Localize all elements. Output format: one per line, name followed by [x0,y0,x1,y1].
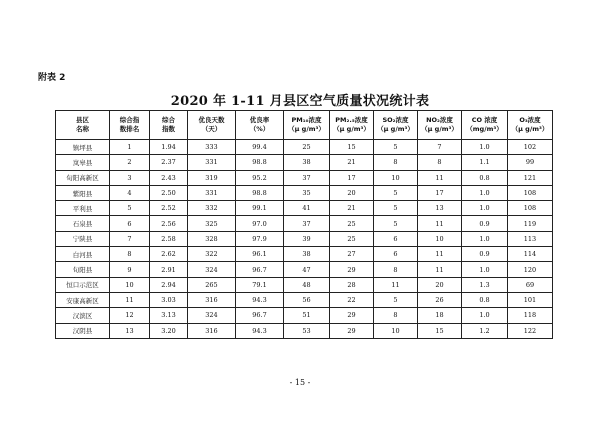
cell-good-rate: 97.0 [236,216,284,231]
cell-good-rate: 94.3 [236,292,284,307]
cell-no2: 11 [418,170,462,185]
header-pm25-line: PM₂.₅浓度 [335,116,368,124]
cell-good-rate: 95.2 [236,170,284,185]
cell-good-rate: 94.3 [236,323,284,338]
table-row [56,323,553,338]
cell-good-rate: 99.1 [236,201,284,216]
cell-no2: 8 [418,155,462,170]
header-rank [110,111,150,140]
cell-rank: 9 [110,262,150,277]
cell-no2: 18 [418,308,462,323]
cell-good-days: 325 [188,216,236,231]
cell-index: 2.37 [150,155,188,170]
cell-co: 1.1 [462,155,508,170]
header-index-line: 指数 [162,125,175,133]
cell-no2: 11 [418,247,462,262]
cell-county: 紫阳县 [56,185,110,200]
cell-good-rate: 79.1 [236,277,284,292]
cell-pm25: 29 [330,308,374,323]
cell-so2: 5 [374,140,418,155]
cell-co: 1.0 [462,140,508,155]
table-row [56,140,553,155]
cell-co: 0.9 [462,247,508,262]
cell-pm25: 22 [330,292,374,307]
cell-pm10: 38 [284,247,330,262]
cell-no2: 11 [418,262,462,277]
cell-rank: 6 [110,216,150,231]
cell-good-days: 324 [188,308,236,323]
header-so2-line: SO₂浓度 [382,116,409,124]
header-county-line: 县区 [76,116,89,124]
cell-o3: 118 [508,308,553,323]
cell-good-days: 331 [188,155,236,170]
header-no2-line: （μ g/m³） [421,125,458,133]
cell-county: 平利县 [56,201,110,216]
cell-good-days: 333 [188,140,236,155]
cell-so2: 10 [374,323,418,338]
cell-o3: 114 [508,247,553,262]
cell-pm10: 39 [284,231,330,246]
cell-index: 3.03 [150,292,188,307]
table-row [56,308,553,323]
cell-no2: 13 [418,201,462,216]
cell-pm10: 47 [284,262,330,277]
cell-pm10: 38 [284,155,330,170]
cell-index: 2.91 [150,262,188,277]
cell-rank: 4 [110,185,150,200]
cell-so2: 6 [374,231,418,246]
cell-no2: 26 [418,292,462,307]
attachment-label: 附表 2 [38,73,66,83]
cell-good-days: 331 [188,185,236,200]
cell-rank: 8 [110,247,150,262]
cell-pm10: 53 [284,323,330,338]
cell-good-days: 322 [188,247,236,262]
cell-good-days: 324 [188,262,236,277]
cell-pm25: 27 [330,247,374,262]
table-body [56,140,553,339]
cell-good-rate: 96.7 [236,262,284,277]
cell-pm10: 51 [284,308,330,323]
header-good-rate-line: （%） [249,125,270,133]
header-pm10-line: PM₁₀浓度 [291,116,322,124]
table-header [56,111,553,140]
cell-pm25: 28 [330,277,374,292]
cell-rank: 5 [110,201,150,216]
cell-no2: 7 [418,140,462,155]
cell-so2: 5 [374,216,418,231]
header-co-line: CO 浓度 [471,116,498,124]
cell-pm25: 25 [330,231,374,246]
air-quality-table [55,110,553,339]
header-pm10-line: （μ g/m³） [288,125,325,133]
header-index-line: 综合 [162,116,175,124]
cell-o3: 99 [508,155,553,170]
cell-pm25: 25 [330,216,374,231]
cell-co: 0.8 [462,292,508,307]
page-number: - 15 - [289,378,311,387]
cell-o3: 113 [508,231,553,246]
cell-so2: 11 [374,277,418,292]
header-no2 [418,111,462,140]
table-row [56,292,553,307]
header-o3-line: O₃浓度 [519,116,541,124]
cell-co: 1.0 [462,231,508,246]
cell-pm10: 41 [284,201,330,216]
header-good-rate [236,111,284,140]
cell-co: 1.0 [462,185,508,200]
cell-so2: 5 [374,185,418,200]
cell-county: 汉阴县 [56,323,110,338]
header-good-days-line: 优良天数 [198,116,225,124]
header-row [56,111,553,140]
cell-pm10: 35 [284,185,330,200]
cell-county: 岚皋县 [56,155,110,170]
cell-pm25: 29 [330,262,374,277]
header-o3 [508,111,553,140]
cell-county: 安康高新区 [56,292,110,307]
header-co-line: （mg/m³） [466,125,503,133]
cell-co: 1.3 [462,277,508,292]
cell-rank: 12 [110,308,150,323]
cell-o3: 101 [508,292,553,307]
header-no2-line: NO₂浓度 [426,116,453,124]
cell-county: 汉滨区 [56,308,110,323]
header-index [150,111,188,140]
cell-good-rate: 99.4 [236,140,284,155]
cell-no2: 15 [418,323,462,338]
cell-o3: 120 [508,262,553,277]
cell-good-rate: 97.9 [236,231,284,246]
cell-o3: 108 [508,185,553,200]
cell-so2: 5 [374,292,418,307]
cell-so2: 8 [374,262,418,277]
cell-good-days: 316 [188,323,236,338]
header-pm10 [284,111,330,140]
cell-rank: 7 [110,231,150,246]
cell-good-days: 265 [188,277,236,292]
table-row [56,262,553,277]
header-pm25 [330,111,374,140]
cell-good-rate: 98.8 [236,185,284,200]
cell-index: 2.62 [150,247,188,262]
cell-pm10: 37 [284,216,330,231]
cell-pm25: 29 [330,323,374,338]
header-good-days [188,111,236,140]
cell-index: 3.13 [150,308,188,323]
cell-no2: 20 [418,277,462,292]
cell-no2: 17 [418,185,462,200]
cell-county: 镇坪县 [56,140,110,155]
cell-o3: 119 [508,216,553,231]
header-pm25-line: （μ g/m³） [333,125,370,133]
table-row [56,155,553,170]
cell-index: 2.58 [150,231,188,246]
table-row [56,231,553,246]
cell-pm25: 15 [330,140,374,155]
header-good-rate-line: 优良率 [249,116,270,124]
page-title: 2020 年 1-11 月县区空气质量状况统计表 [170,94,430,109]
cell-o3: 121 [508,170,553,185]
cell-so2: 10 [374,170,418,185]
header-rank-line: 数排名 [119,125,140,133]
cell-index: 1.94 [150,140,188,155]
cell-so2: 5 [374,201,418,216]
table-row [56,277,553,292]
cell-co: 1.2 [462,323,508,338]
cell-co: 0.8 [462,170,508,185]
cell-no2: 11 [418,216,462,231]
table-row [56,185,553,200]
header-county-line: 名称 [76,125,89,133]
cell-o3: 108 [508,201,553,216]
header-o3-line: （μ g/m³） [511,125,549,133]
cell-o3: 122 [508,323,553,338]
cell-index: 2.94 [150,277,188,292]
cell-good-days: 328 [188,231,236,246]
cell-o3: 102 [508,140,553,155]
header-county [56,111,110,140]
cell-co: 1.0 [462,308,508,323]
header-co [462,111,508,140]
cell-pm10: 56 [284,292,330,307]
table-row [56,170,553,185]
header-so2-line: （μ g/m³） [377,125,414,133]
cell-pm10: 25 [284,140,330,155]
cell-pm10: 37 [284,170,330,185]
cell-rank: 3 [110,170,150,185]
cell-county: 白河县 [56,247,110,262]
cell-pm25: 17 [330,170,374,185]
cell-pm25: 21 [330,201,374,216]
table-row [56,247,553,262]
cell-good-days: 332 [188,201,236,216]
cell-rank: 11 [110,292,150,307]
cell-index: 2.43 [150,170,188,185]
cell-county: 旬阳高新区 [56,170,110,185]
header-rank-line: 综合指 [119,116,140,124]
cell-county: 石泉县 [56,216,110,231]
cell-good-rate: 96.1 [236,247,284,262]
cell-so2: 8 [374,308,418,323]
cell-rank: 13 [110,323,150,338]
cell-rank: 1 [110,140,150,155]
cell-so2: 8 [374,155,418,170]
cell-county: 宁陕县 [56,231,110,246]
cell-pm25: 21 [330,155,374,170]
cell-co: 1.0 [462,201,508,216]
cell-index: 2.52 [150,201,188,216]
cell-good-days: 316 [188,292,236,307]
cell-county: 恒口示范区 [56,277,110,292]
cell-good-rate: 98.8 [236,155,284,170]
cell-o3: 69 [508,277,553,292]
cell-index: 2.56 [150,216,188,231]
cell-so2: 6 [374,247,418,262]
header-so2 [374,111,418,140]
cell-index: 2.50 [150,185,188,200]
cell-co: 1.0 [462,262,508,277]
cell-good-days: 319 [188,170,236,185]
cell-rank: 2 [110,155,150,170]
cell-county: 旬阳县 [56,262,110,277]
cell-good-rate: 96.7 [236,308,284,323]
cell-pm10: 48 [284,277,330,292]
header-good-days-line: （天） [201,125,222,133]
cell-rank: 10 [110,277,150,292]
table-row [56,201,553,216]
cell-pm25: 20 [330,185,374,200]
table-row [56,216,553,231]
cell-no2: 10 [418,231,462,246]
cell-index: 3.20 [150,323,188,338]
cell-co: 0.9 [462,216,508,231]
